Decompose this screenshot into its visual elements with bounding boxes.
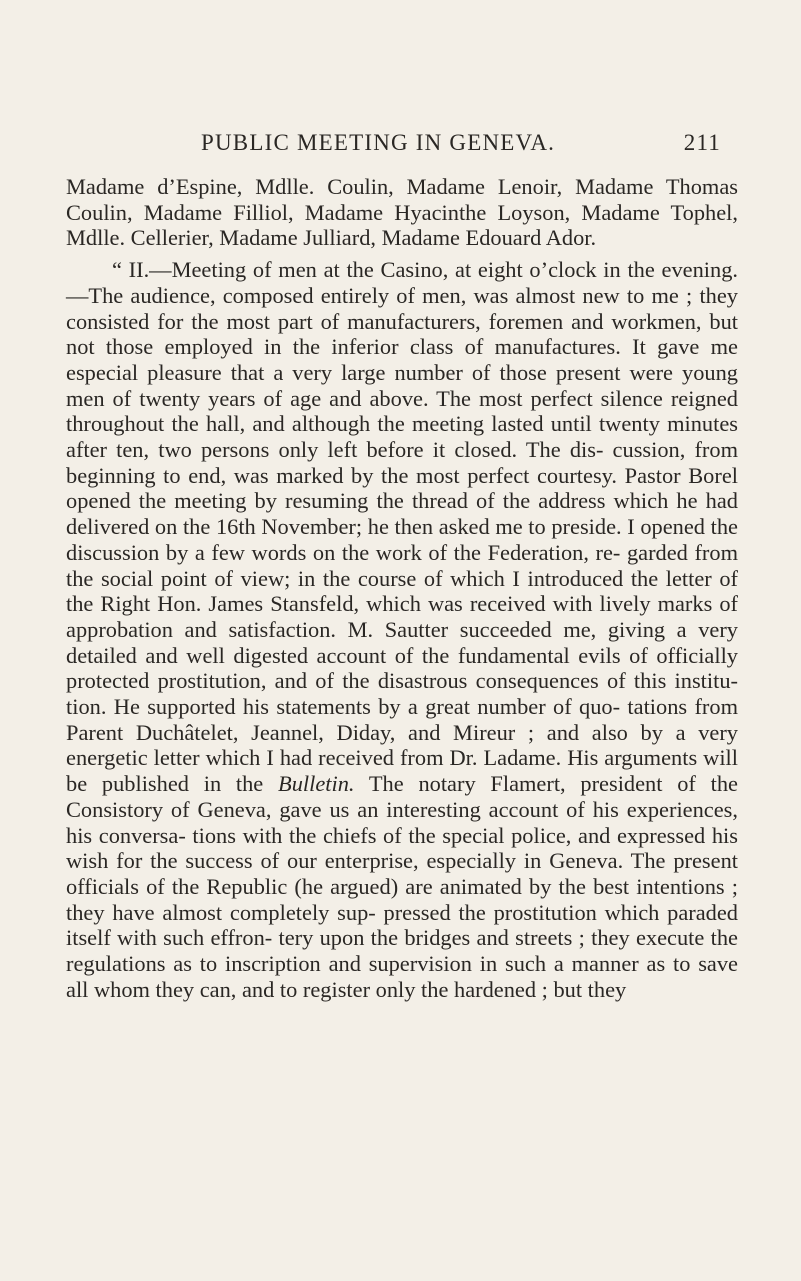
bulletin-title: Bulletin. [278, 771, 355, 797]
running-title: PUBLIC MEETING IN GENEVA. [201, 130, 556, 155]
page-number: 211 [683, 130, 721, 155]
running-head [180, 130, 721, 164]
paragraph-1: Madame d’Espine, Mdlle. Coulin, Madame Lenoir, Madame Thomas Coulin, Madame Filliol, Madame Hyacinthe Loyson, Madame Tophel, Mdlle. Cellerier, Madame Julliard, Madame Edouard Ador. [66, 174, 738, 251]
body-text [66, 174, 738, 1003]
paragraph-2 [66, 257, 738, 1002]
paragraph-2-text-start: “ II.—Meeting of men at the Casino, at eight o’clock in the evening.—The audience, composed entirely of men, was almost new to me ; they consisted for the most part of manufacturers, foremen and workmen, but not those employed in the inferior class of manufactures. It gave me especial pleasure that a very large number of those present were young men of twenty years of age and above. The most perfect silence reigned throughout the hall, and although the meeting lasted until twenty minutes after ten, two persons only left before it closed. The dis- cussion, from beginning to end, was marked by the most perfect courtesy. Pastor Borel opened the meeting by resuming the thread of the address which he had delivered on the 16th November; he then asked me to preside. I opened the discussion by a few words on the work of the Federation, re- garded from the social point of view; in the course of which I introduced the letter of the Right Hon. James Stansfeld, which was received with lively marks of approbation and satisfaction. M. Sautter succeeded me, giving a very detailed and well digested account of the fundamental evils of officially protected prostitution, and of the disastrous consequences of this institu- tion. He supported his statements by a great number of quo- tations from Parent Duchâtelet, Jeannel, Diday, and Mireur ; and also by a very energetic letter which I had received from Dr. Ladame. His arguments will be published in the [66, 257, 738, 797]
paragraph-2-text-end: The notary Flamert, president of the Consistory of Geneva, gave us an interesting account of his experiences, his conversa- tions with the chiefs of the special police, and expressed his wish for the success of our enterprise, especially in Geneva. The present officials of the Republic (he argued) are animated by the best intentions ; they have almost completely sup- pressed the prostitution which paraded itself with such effron- tery upon the bridges and streets ; they execute the regulations as to inscription and supervision in such a manner as to save all whom they can, and to register only the hardened ; but they [66, 771, 738, 1002]
